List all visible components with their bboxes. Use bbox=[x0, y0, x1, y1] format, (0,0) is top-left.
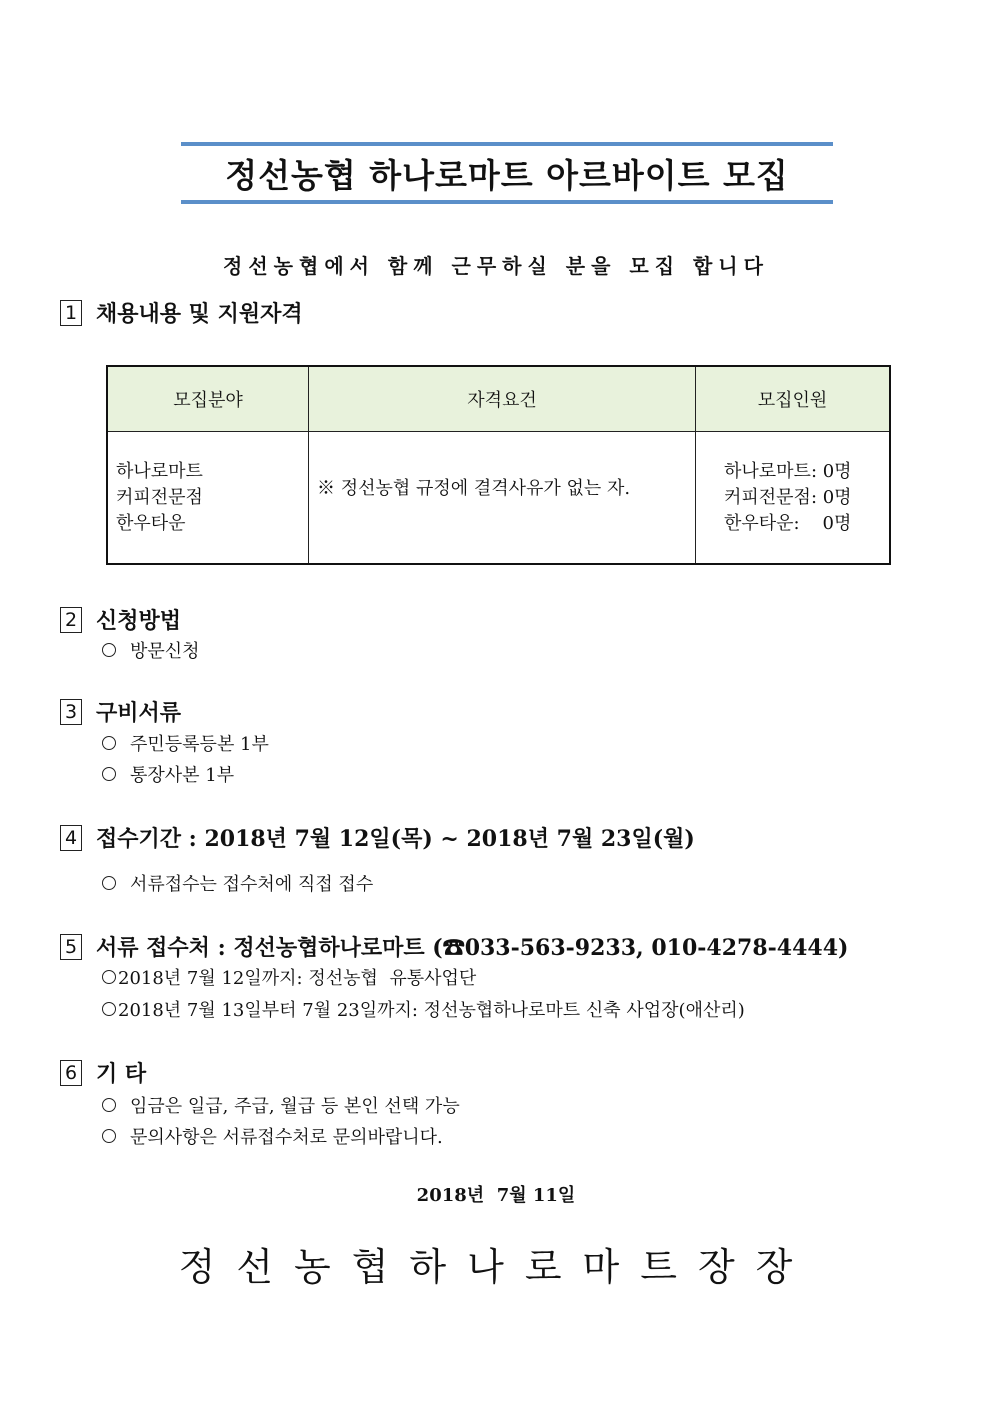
list-item: 임금은 일급, 주급, 월급 등 본인 선택 가능 bbox=[102, 1092, 460, 1118]
section-title: 서류 접수처 : 정선농협하나로마트 (☎033-563-9233, 010-4278-4444) bbox=[96, 935, 849, 961]
section-number-box: 6 bbox=[60, 1060, 82, 1086]
list-item: 문의사항은 서류접수처로 문의바랍니다. bbox=[102, 1123, 443, 1149]
table-header: 모집인원 bbox=[696, 366, 891, 432]
section-number-box: 5 bbox=[60, 934, 82, 960]
circle-bullet-icon bbox=[102, 767, 116, 781]
count-item: 하나로마트: 0명 bbox=[724, 460, 852, 482]
field-item: 커피전문점 bbox=[116, 486, 203, 508]
field-cell bbox=[107, 432, 309, 565]
count-item: 한우타운: 0명 bbox=[724, 512, 852, 534]
section-5-heading bbox=[60, 931, 848, 962]
issue-date: 2018년 7월 11일 bbox=[416, 1185, 576, 1206]
document-title: 정선농협 하나로마트 아르바이트 모집 bbox=[225, 155, 789, 195]
field-item: 한우타운 bbox=[116, 512, 186, 534]
subtitle: 정선농협에서 함께 근무하실 분을 모집 합니다 bbox=[223, 254, 769, 278]
field-item: 하나로마트 bbox=[116, 460, 203, 482]
circle-bullet-icon bbox=[102, 643, 116, 657]
signature-line: 정선농협하나로마트장장 bbox=[178, 1245, 814, 1289]
section-title: 기 타 bbox=[96, 1061, 147, 1087]
section-4-heading bbox=[60, 822, 695, 853]
table-header-row bbox=[107, 366, 890, 432]
circle-bullet-icon bbox=[102, 1098, 116, 1112]
section-3-heading bbox=[60, 696, 181, 727]
section-number-box: 3 bbox=[60, 699, 82, 725]
section-1-heading bbox=[60, 297, 303, 328]
requirement-cell bbox=[309, 432, 696, 565]
circle-bullet-icon bbox=[102, 736, 116, 750]
list-item: 방문신청 bbox=[102, 637, 200, 663]
circle-bullet-icon bbox=[102, 876, 116, 890]
section-title: 신청방법 bbox=[96, 608, 182, 634]
list-item: 서류접수는 접수처에 직접 접수 bbox=[102, 870, 373, 896]
section-6-heading bbox=[60, 1057, 146, 1088]
list-item: 2018년 7월 13일부터 7월 23일까지: 정선농협하나로마트 신축 사업장(애산리) bbox=[102, 996, 745, 1022]
section-title: 접수기간 : 2018년 7월 12일(목) ~ 2018년 7월 23일(월) bbox=[96, 826, 695, 852]
list-item: 2018년 7월 12일까지: 정선농협 유통사업단 bbox=[102, 964, 476, 990]
count-item: 커피전문점: 0명 bbox=[724, 486, 852, 508]
recruitment-table bbox=[106, 365, 891, 565]
section-2-heading bbox=[60, 604, 181, 635]
list-item: 주민등록등본 1부 bbox=[102, 730, 269, 756]
count-cell bbox=[696, 432, 891, 565]
section-number-box: 2 bbox=[60, 607, 82, 633]
section-number-box: 4 bbox=[60, 825, 82, 851]
table-row bbox=[107, 432, 890, 565]
circle-bullet-icon bbox=[102, 970, 116, 984]
table-header: 모집분야 bbox=[107, 366, 309, 432]
table-header: 자격요건 bbox=[309, 366, 696, 432]
circle-bullet-icon bbox=[102, 1129, 116, 1143]
requirement-text: ※ 정선농협 규정에 결격사유가 없는 자. bbox=[317, 478, 631, 499]
title-box bbox=[181, 142, 833, 204]
circle-bullet-icon bbox=[102, 1002, 116, 1016]
list-item: 통장사본 1부 bbox=[102, 761, 234, 787]
section-number-box: 1 bbox=[60, 300, 82, 326]
section-title: 채용내용 및 지원자격 bbox=[96, 301, 303, 327]
section-title: 구비서류 bbox=[96, 700, 182, 726]
